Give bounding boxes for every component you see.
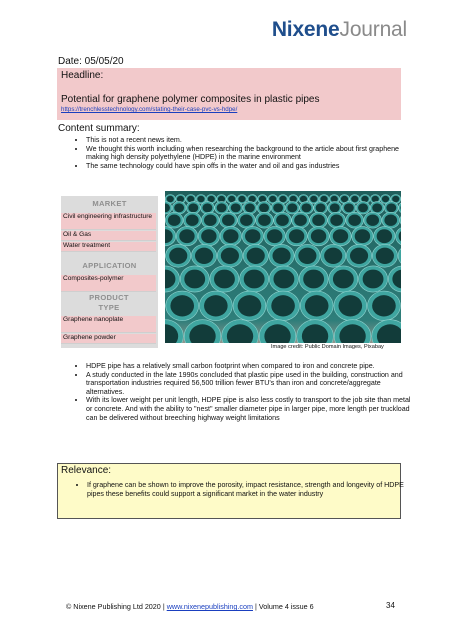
volume-text: Volume 4 issue 6 [258, 602, 314, 611]
pipe-opening [208, 196, 215, 203]
pipe-opening [298, 248, 316, 264]
pipe-opening [245, 229, 260, 243]
pipe-opening [316, 203, 326, 212]
market-heading: MARKET [92, 199, 127, 208]
pipe-opening [290, 196, 297, 203]
pipe-opening [269, 196, 276, 203]
pipe-opening [366, 214, 379, 225]
pipe-opening [355, 229, 370, 243]
pipe-opening [167, 196, 174, 203]
logo-suffix: Journal [339, 18, 407, 41]
pipe-opening [177, 196, 184, 203]
category-sidebar [61, 196, 158, 348]
pipe-opening [372, 203, 382, 212]
pipe-opening [348, 214, 361, 225]
pipe-opening [392, 196, 399, 203]
pipe-opening [287, 203, 297, 212]
pipe-opening [384, 214, 397, 225]
pipe-opening [240, 214, 253, 225]
pipe-opening [276, 214, 289, 225]
pipe-opening [197, 196, 204, 203]
product-type-heading: PRODUCT TYPE [89, 293, 129, 312]
pipe-opening [350, 248, 368, 264]
pipe-opening [339, 295, 363, 316]
headline-title: Potential for graphene polymer composites in plastic pipes [61, 94, 320, 105]
footer-separator: | [162, 602, 165, 611]
pipe-opening [294, 214, 307, 225]
pipe-opening [271, 295, 295, 316]
pipe-opening [320, 196, 327, 203]
journal-logo [272, 18, 407, 42]
pipe-opening [259, 196, 266, 203]
pipe-opening [186, 214, 199, 225]
pipe-opening [333, 270, 354, 289]
pipe-opening [324, 248, 342, 264]
pipe-opening [228, 196, 235, 203]
application-heading: APPLICATION [82, 261, 137, 270]
pipe-opening [247, 248, 265, 264]
list-item: • With its lower weight per unit length, HDPE pipe is also less costly to transport to the job site than metal or concrete. And with the ability to "nest" smaller diameter pipe in larger pipe, more length per truckload can be delivered without breeching highway weight limitations [86, 396, 416, 422]
headline-label: Headline: [61, 70, 104, 81]
pipe-opening [231, 203, 241, 212]
pipe-opening [372, 295, 396, 316]
pipe-opening [204, 295, 228, 316]
pipe-opening [267, 229, 282, 243]
pipe-opening [386, 203, 396, 212]
pipe-opening [223, 229, 238, 243]
pipe-opening [204, 214, 217, 225]
relevance-label: Relevance: [61, 465, 112, 476]
list-item: • HDPE pipe has a relatively small carbon footprint when compared to iron and concrete pipe. [86, 362, 416, 371]
page-number: 34 [386, 601, 395, 610]
pipe-opening [187, 196, 194, 203]
source-link[interactable]: https://trenchlesstechnology.com/stating-their-case-pvc-vs-hdpe/ [61, 106, 238, 113]
pipe-opening [238, 295, 262, 316]
pipe-opening [372, 196, 379, 203]
application-item: Composites-polymer [61, 275, 156, 292]
pipe-opening [341, 196, 348, 203]
body-list [72, 362, 416, 422]
pipe-opening [303, 270, 324, 289]
pipe-opening [169, 248, 187, 264]
pipe-opening [217, 203, 227, 212]
logo-brand: Nixene [271, 18, 340, 41]
page-footer [66, 602, 314, 611]
pipe-opening [214, 270, 235, 289]
list-item: • This is not a recent news item. [86, 136, 416, 145]
pipe-opening [272, 248, 290, 264]
content-summary-label: Content summary: [58, 123, 140, 134]
pipe-opening [168, 214, 181, 225]
pipe-opening [244, 270, 265, 289]
pipe-opening [258, 214, 271, 225]
pipe-opening [361, 196, 368, 203]
product-item: Graphene nanoplate [61, 316, 156, 333]
content-summary-list [72, 136, 416, 170]
pipe-opening [305, 295, 329, 316]
pipe-opening [273, 270, 294, 289]
pipe-opening [330, 203, 340, 212]
pipe-opening [301, 203, 311, 212]
article-date: Date: 05/05/20 [58, 56, 124, 67]
image-caption: Image credit: Public Domain Images, Pixabay [271, 344, 384, 350]
pipe-opening [333, 229, 348, 243]
list-item: • A study conducted in the late 1990s concluded that plastic pipe used in the building, construction and transportation industries required 56,500 trillion fewer BTU's than iron and concrete/aggregate alternatives. [86, 371, 416, 397]
pipe-opening [202, 203, 212, 212]
pipe-opening [259, 203, 269, 212]
pipe-opening [344, 203, 354, 212]
footer-separator: | [254, 602, 257, 611]
relevance-list [73, 481, 405, 498]
pipe-opening [279, 196, 286, 203]
pipe-opening [289, 229, 304, 243]
pipe-opening [311, 229, 326, 243]
pipe-opening [201, 229, 216, 243]
list-item: • If graphene can be shown to improve the porosity, impact resistance, strength and longevity of HDPE pipes these benefits could support a significant market in the water industry [87, 481, 405, 498]
pipe-opening [195, 248, 213, 264]
headline-box [57, 68, 401, 120]
relevance-box [57, 463, 404, 519]
pipe-opening [184, 270, 205, 289]
list-item: • We thought this worth including when researching the background to the article about first graphene making high density polyethylene (HDPE) in the marine environment [86, 145, 416, 162]
pipe-opening [300, 196, 307, 203]
pipe-opening [188, 203, 198, 212]
pipe-opening [170, 295, 194, 316]
market-item: Water treatment [61, 242, 156, 252]
pvc-pipes-photo [165, 191, 401, 343]
publisher-link[interactable]: www.nixenepublishing.com [166, 602, 253, 611]
pipe-opening [249, 196, 256, 203]
pipe-opening [221, 248, 239, 264]
pipe-opening [351, 196, 358, 203]
pipe-opening [179, 229, 194, 243]
pipe-opening [312, 214, 325, 225]
pipe-opening [358, 203, 368, 212]
pipe-opening [331, 196, 338, 203]
market-item: Civil engineering infrastructure [61, 213, 156, 230]
pipe-opening [310, 196, 317, 203]
copyright-text: © Nixene Publishing Ltd 2020 [66, 602, 161, 611]
pipe-opening [238, 196, 245, 203]
pipe-opening [245, 203, 255, 212]
pipe-opening [174, 203, 184, 212]
pipe-opening [222, 214, 235, 225]
pipe-opening [330, 214, 343, 225]
product-item: Graphene powder [61, 334, 156, 344]
pipe-opening [273, 203, 283, 212]
pipe-opening [363, 270, 384, 289]
pipe-opening [382, 196, 389, 203]
pipe-opening [376, 248, 394, 264]
pipe-opening [218, 196, 225, 203]
pipe-opening [377, 229, 392, 243]
market-item: Oil & Gas [61, 231, 156, 241]
list-item: • The same technology could have spin offs in the water and oil and gas industries [86, 162, 416, 171]
